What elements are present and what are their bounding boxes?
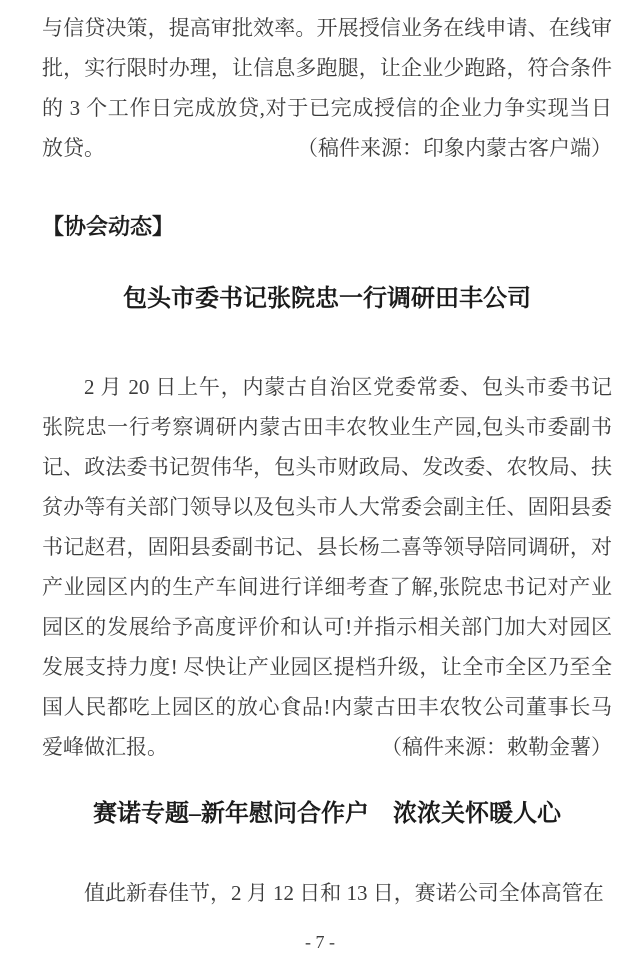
source-attribution-tianfeng: （稿件来源：敕勒金薯） xyxy=(381,735,612,759)
paragraph-sino-newyear: 值此新春佳节，2 月 12 日和 13 日，赛诺公司全体高管在 xyxy=(84,881,604,905)
paragraph-credit-approval xyxy=(42,8,612,168)
page-number: - 7 - xyxy=(305,932,335,952)
paragraph-tianfeng-visit xyxy=(42,367,612,767)
paragraph-tianfeng-visit-text: 2 月 20 日上午，内蒙古自治区党委常委、包头市委书记张院忠一行考察调研内蒙古田丰农牧业生产园,包头市委副书记、政法委书记贺伟华，包头市财政局、发改委、农牧局、扶贫办等有关部门领导以及包头市人大常委会副主任、固阳县委书记赵君，固阳县委副书记、县长杨二喜等领导陪同调研，对产业园区内的生产车间进行详细考查了解,张院忠书记对产业园区的发展给予高度评价和认可!并指示相关部门加大对园区发展支持力度! 尽快让产业园区提档升级，让全市全区乃至全国人民都吃上园区的放心食品!内蒙古田丰农牧公司董事长马爱峰做汇报。 xyxy=(42,375,612,759)
headline-sino-newyear: 赛诺专题–新年慰问合作户 浓浓关怀暖人心 xyxy=(93,801,561,827)
paragraph-credit-approval-text: 与信贷决策，提高审批效率。开展授信业务在线申请、在线审批，实行限时办理，让信息多跑腿，让企业少跑路，符合条件的 3 个工作日完成放贷,对于已完成授信的企业力争实现当日放贷。 xyxy=(42,16,612,160)
source-attribution-credit: （稿件来源：印象内蒙古客户端） xyxy=(297,136,612,160)
section-label-association-news: 【协会动态】 xyxy=(42,214,175,239)
headline-tianfeng-visit: 包头市委书记张院忠一行调研田丰公司 xyxy=(123,286,531,312)
